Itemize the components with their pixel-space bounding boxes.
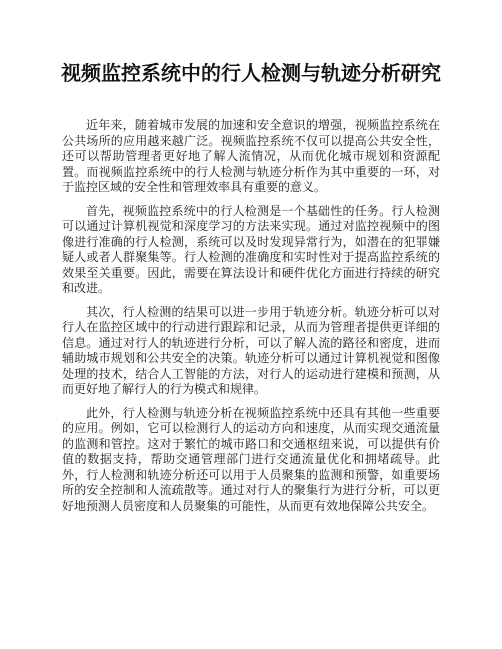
paragraph-2: 首先，视频监控系统中的行人检测是一个基础性的任务。行人检测可以通过计算机视觉和深度学习的方法来实现。通过对监控视频中的图像进行准确的行人检测，系统可以及时发现异常行为，如潜在的犯罪嫌疑人或者人群聚集等。行人检测的准确度和实时性对于提高监控系统的效果至关重要。因此，需要在算法设计和硬件优化方面进行持续的研究和改进。 xyxy=(62,203,440,295)
paragraph-4: 此外，行人检测与轨迹分析在视频监控系统中还具有其他一些重要的应用。例如，它可以检测行人的运动方向和速度，从而实现交通流量的监测和管控。这对于繁忙的城市路口和交通枢纽来说，可以提供有价值的数据支持，帮助交通管理部门进行交通流量优化和拥堵疏导。此外，行人检测和轨迹分析还可以用于人员聚集的监测和预警，如重要场所的安全控制和人流疏散等。通过对行人的聚集行为进行分析，可以更好地预测人员密度和人员聚集的可能性，从而更有效地保障公共安全。 xyxy=(62,405,440,513)
document-title: 视频监控系统中的行人检测与轨迹分析研究 xyxy=(61,61,441,85)
paragraph-3: 其次，行人检测的结果可以进一步用于轨迹分析。轨迹分析可以对行人在监控区域中的行动进行跟踪和记录，从而为管理者提供更详细的信息。通过对行人的轨迹进行分析，可以了解人流的路径和密度，进而辅助城市规划和公共安全的决策。轨迹分析可以通过计算机视觉和图像处理的技术，结合人工智能的方法，对行人的运动进行建模和预测，从而更好地了解行人的行为模式和规律。 xyxy=(62,304,440,396)
document-body xyxy=(62,118,440,522)
paragraph-1: 近年来，随着城市发展的加速和安全意识的增强，视频监控系统在公共场所的应用越来越广泛。视频监控系统不仅可以提高公共安全性，还可以帮助管理者更好地了解人流情况，从而优化城市规划和资源配置。而视频监控系统中的行人检测与轨迹分析作为其中重要的一环，对于监控区域的安全性和管理效率具有重要的意义。 xyxy=(62,118,440,194)
